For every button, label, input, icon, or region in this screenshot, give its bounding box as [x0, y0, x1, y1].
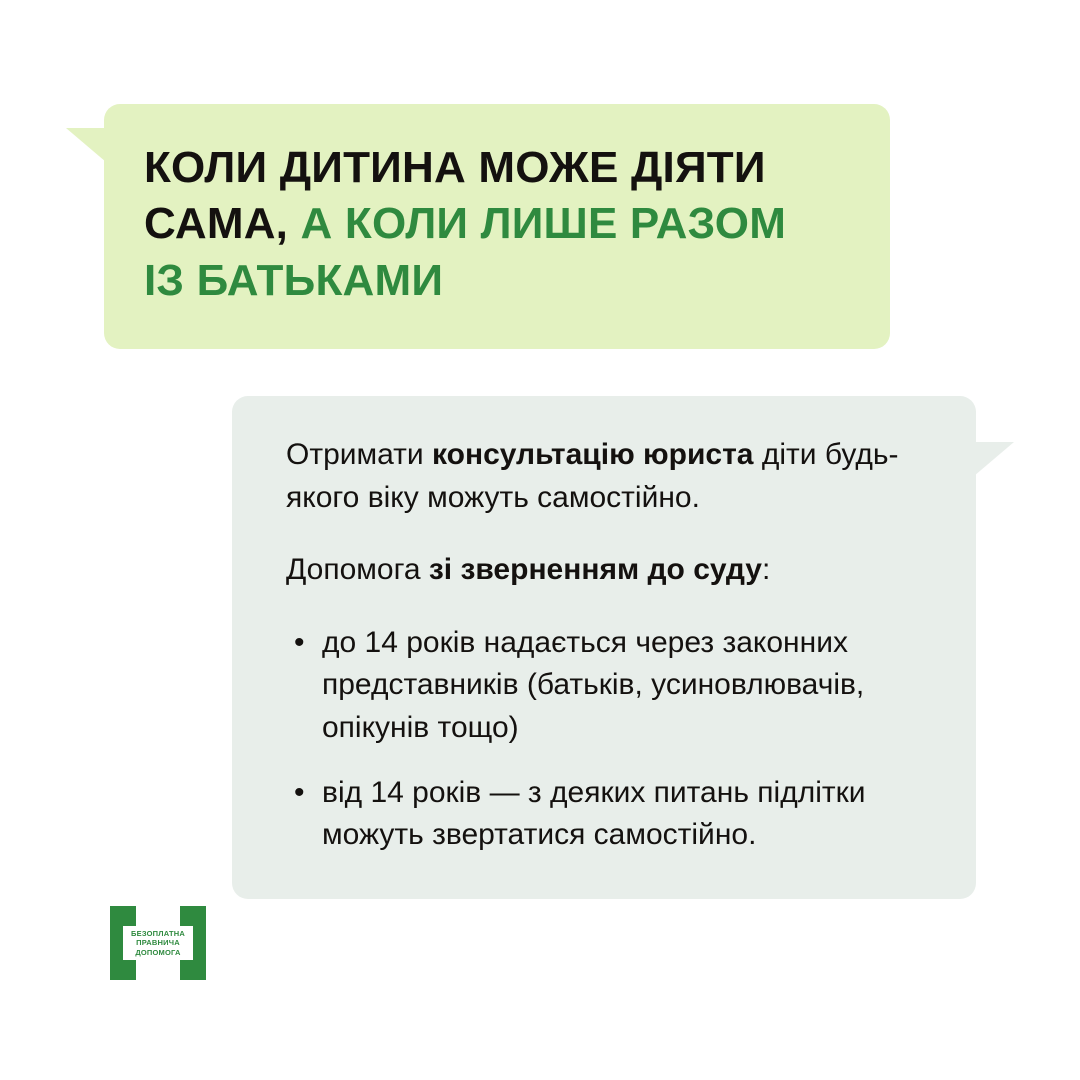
paragraph-court: [260, 549, 932, 592]
bullet-list: [260, 622, 932, 857]
title-bubble-tail: [66, 128, 106, 162]
body-bubble-tail: [974, 442, 1014, 476]
title-line-2-dark: САМА,: [144, 199, 289, 249]
paragraph-consultation-bold: консультацію юриста: [432, 438, 754, 471]
paragraph-consultation-part2: діти будь-якого віку можуть самостійно.: [286, 438, 899, 514]
paragraph-court-part2: :: [761, 553, 771, 587]
title-line-1: КОЛИ ДИТИНА МОЖЕ ДІЯТИ: [144, 143, 766, 192]
paragraph-court-bold: зі зверненням до суду: [428, 553, 762, 587]
list-item: • до 14 років надається через законних представників (батьків, усиновлювачів, опікунів тощо): [322, 622, 932, 750]
logo-text-line-2: ПРАВНИЧА: [136, 938, 180, 948]
title-line-2-green: А КОЛИ ЛИШЕ РАЗОМ: [288, 199, 787, 249]
title-line-3-green: ІЗ БАТЬКАМИ: [144, 255, 444, 305]
paragraph-consultation: [260, 434, 932, 519]
bpd-logo-icon: [110, 906, 206, 980]
body-bubble: [232, 396, 976, 899]
logo-text: [131, 929, 185, 957]
logo-text-line-1: БЕЗОПЛАТНА: [131, 928, 185, 938]
title-bubble: [104, 104, 890, 349]
logo-text-line-3: ДОПОМОГА: [135, 947, 181, 957]
page-title: [144, 140, 850, 309]
list-item: • від 14 років — з деяких питань підлітки можуть звертатися самостійно.: [322, 772, 932, 857]
paragraph-court-part1: Допомога: [286, 553, 429, 587]
paragraph-consultation-part1: Отримати: [286, 438, 433, 471]
